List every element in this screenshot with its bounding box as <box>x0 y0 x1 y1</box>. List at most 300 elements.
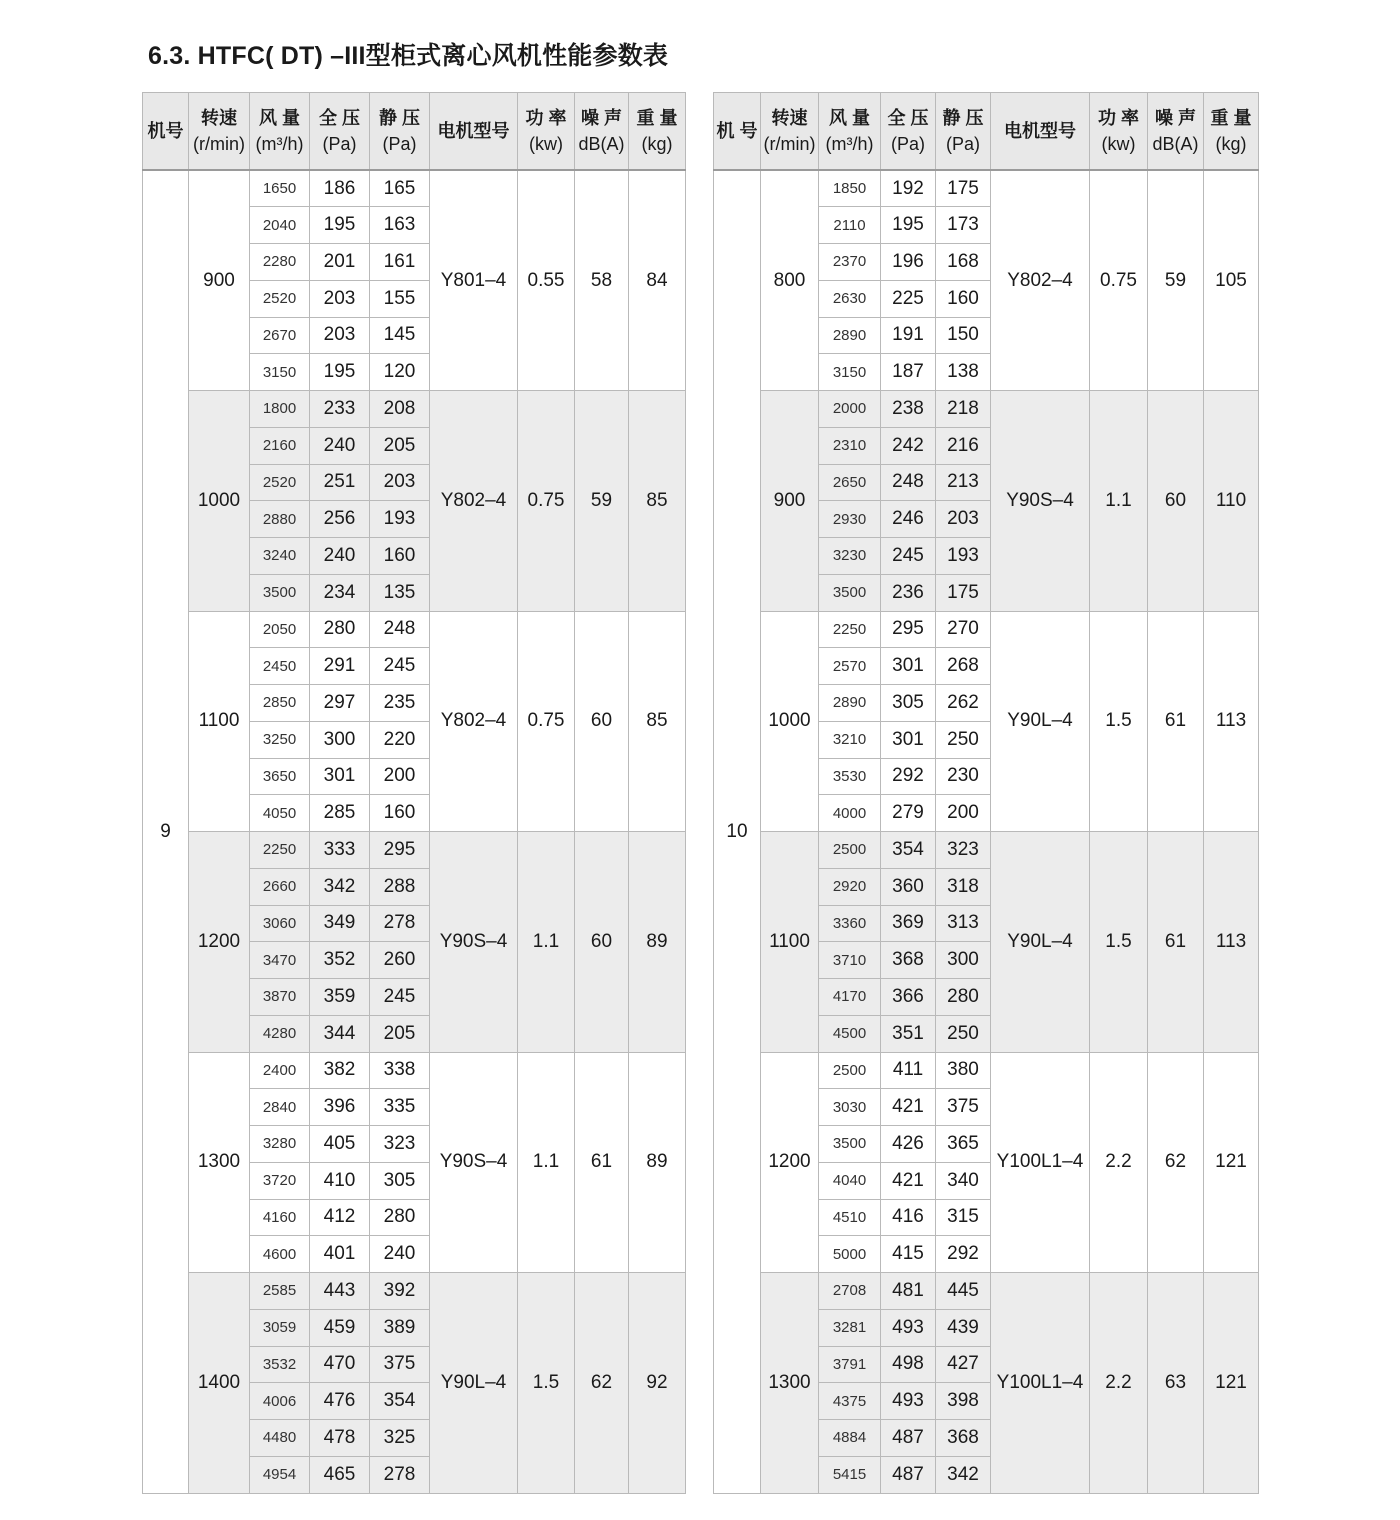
speed-cell: 1100 <box>761 832 819 1053</box>
flow-cell: 3791 <box>819 1346 881 1383</box>
static-pressure-cell: 262 <box>936 685 991 722</box>
noise-cell: 59 <box>575 391 629 612</box>
weight-cell: 121 <box>1204 1052 1259 1273</box>
flow-cell: 4480 <box>250 1420 310 1457</box>
static-pressure-cell: 205 <box>370 1015 430 1052</box>
static-pressure-cell: 235 <box>370 685 430 722</box>
static-pressure-cell: 300 <box>936 942 991 979</box>
static-pressure-cell: 173 <box>936 207 991 244</box>
static-pressure-cell: 205 <box>370 427 430 464</box>
total-pressure-cell: 470 <box>310 1346 370 1383</box>
flow-cell: 2930 <box>819 501 881 538</box>
header-speed: 转速 (r/min) <box>761 93 819 171</box>
static-pressure-cell: 288 <box>370 868 430 905</box>
total-pressure-cell: 368 <box>881 942 936 979</box>
total-pressure-cell: 195 <box>881 207 936 244</box>
total-pressure-cell: 233 <box>310 391 370 428</box>
speed-cell: 1000 <box>189 391 250 612</box>
total-pressure-cell: 481 <box>881 1273 936 1310</box>
static-pressure-cell: 335 <box>370 1089 430 1126</box>
header-total-pressure: 全 压 (Pa) <box>881 93 936 171</box>
static-pressure-cell: 365 <box>936 1126 991 1163</box>
flow-cell: 2880 <box>250 501 310 538</box>
static-pressure-cell: 318 <box>936 868 991 905</box>
machine-number-cell: 10 <box>714 170 761 1493</box>
speed-cell: 1300 <box>761 1273 819 1494</box>
flow-cell: 4050 <box>250 795 310 832</box>
total-pressure-cell: 421 <box>881 1162 936 1199</box>
static-pressure-cell: 245 <box>370 979 430 1016</box>
page-title: 6.3. HTFC( DT) –III型柜式离心风机性能参数表 <box>148 42 669 70</box>
flow-cell: 2520 <box>250 280 310 317</box>
static-pressure-cell: 163 <box>370 207 430 244</box>
flow-cell: 3500 <box>250 574 310 611</box>
total-pressure-cell: 354 <box>881 832 936 869</box>
flow-cell: 4954 <box>250 1456 310 1493</box>
static-pressure-cell: 203 <box>370 464 430 501</box>
flow-cell: 2370 <box>819 244 881 281</box>
total-pressure-cell: 236 <box>881 574 936 611</box>
table-row <box>143 832 686 869</box>
static-pressure-cell: 280 <box>370 1199 430 1236</box>
table-row <box>143 1273 686 1310</box>
table-row <box>143 391 686 428</box>
table-row <box>714 832 1259 869</box>
noise-cell: 59 <box>1148 170 1204 391</box>
weight-cell: 89 <box>629 832 686 1053</box>
static-pressure-cell: 138 <box>936 354 991 391</box>
power-cell: 0.75 <box>518 611 575 832</box>
total-pressure-cell: 292 <box>881 758 936 795</box>
header-weight: 重 量 (kg) <box>1204 93 1259 171</box>
static-pressure-cell: 160 <box>370 538 430 575</box>
static-pressure-cell: 280 <box>936 979 991 1016</box>
power-cell: 1.5 <box>1090 832 1148 1053</box>
total-pressure-cell: 487 <box>881 1420 936 1457</box>
total-pressure-cell: 366 <box>881 979 936 1016</box>
table-row <box>714 1052 1259 1089</box>
weight-cell: 84 <box>629 170 686 391</box>
total-pressure-cell: 192 <box>881 170 936 207</box>
flow-cell: 3210 <box>819 721 881 758</box>
total-pressure-cell: 187 <box>881 354 936 391</box>
total-pressure-cell: 240 <box>310 427 370 464</box>
motor-model-cell: Y90S–4 <box>430 832 518 1053</box>
weight-cell: 121 <box>1204 1273 1259 1494</box>
flow-cell: 2400 <box>250 1052 310 1089</box>
flow-cell: 3030 <box>819 1089 881 1126</box>
motor-model-cell: Y100L1–4 <box>991 1273 1090 1494</box>
static-pressure-cell: 145 <box>370 317 430 354</box>
table-header-row <box>714 93 1259 171</box>
flow-cell: 2250 <box>819 611 881 648</box>
flow-cell: 3870 <box>250 979 310 1016</box>
performance-table-machine-9 <box>142 92 686 1494</box>
total-pressure-cell: 352 <box>310 942 370 979</box>
weight-cell: 113 <box>1204 611 1259 832</box>
static-pressure-cell: 203 <box>936 501 991 538</box>
total-pressure-cell: 297 <box>310 685 370 722</box>
total-pressure-cell: 349 <box>310 905 370 942</box>
noise-cell: 63 <box>1148 1273 1204 1494</box>
flow-cell: 2520 <box>250 464 310 501</box>
total-pressure-cell: 195 <box>310 207 370 244</box>
total-pressure-cell: 369 <box>881 905 936 942</box>
static-pressure-cell: 200 <box>370 758 430 795</box>
static-pressure-cell: 135 <box>370 574 430 611</box>
flow-cell: 3250 <box>250 721 310 758</box>
total-pressure-cell: 351 <box>881 1015 936 1052</box>
flow-cell: 4375 <box>819 1383 881 1420</box>
flow-cell: 3530 <box>819 758 881 795</box>
flow-cell: 2570 <box>819 648 881 685</box>
weight-cell: 105 <box>1204 170 1259 391</box>
total-pressure-cell: 443 <box>310 1273 370 1310</box>
total-pressure-cell: 203 <box>310 317 370 354</box>
total-pressure-cell: 248 <box>881 464 936 501</box>
static-pressure-cell: 250 <box>936 721 991 758</box>
flow-cell: 2920 <box>819 868 881 905</box>
table-row <box>714 1273 1259 1310</box>
flow-cell: 4500 <box>819 1015 881 1052</box>
flow-cell: 2630 <box>819 280 881 317</box>
performance-table-machine-10 <box>713 92 1259 1494</box>
static-pressure-cell: 323 <box>370 1126 430 1163</box>
flow-cell: 2500 <box>819 832 881 869</box>
total-pressure-cell: 285 <box>310 795 370 832</box>
header-speed: 转速 (r/min) <box>189 93 250 171</box>
static-pressure-cell: 340 <box>936 1162 991 1199</box>
total-pressure-cell: 359 <box>310 979 370 1016</box>
static-pressure-cell: 160 <box>936 280 991 317</box>
static-pressure-cell: 342 <box>936 1456 991 1493</box>
flow-cell: 3060 <box>250 905 310 942</box>
noise-cell: 60 <box>575 611 629 832</box>
header-noise: 噪 声 dB(A) <box>575 93 629 171</box>
table-body <box>143 170 686 1493</box>
header-total-pressure: 全 压 (Pa) <box>310 93 370 171</box>
flow-cell: 4280 <box>250 1015 310 1052</box>
flow-cell: 2160 <box>250 427 310 464</box>
header-static-pressure: 静 压 (Pa) <box>936 93 991 171</box>
flow-cell: 4000 <box>819 795 881 832</box>
flow-cell: 2500 <box>819 1052 881 1089</box>
total-pressure-cell: 245 <box>881 538 936 575</box>
motor-model-cell: Y802–4 <box>430 611 518 832</box>
static-pressure-cell: 245 <box>370 648 430 685</box>
total-pressure-cell: 234 <box>310 574 370 611</box>
flow-cell: 2280 <box>250 244 310 281</box>
total-pressure-cell: 333 <box>310 832 370 869</box>
static-pressure-cell: 193 <box>370 501 430 538</box>
motor-model-cell: Y802–4 <box>430 391 518 612</box>
static-pressure-cell: 295 <box>370 832 430 869</box>
total-pressure-cell: 493 <box>881 1383 936 1420</box>
motor-model-cell: Y90S–4 <box>430 1052 518 1273</box>
total-pressure-cell: 487 <box>881 1456 936 1493</box>
speed-cell: 1200 <box>189 832 250 1053</box>
flow-cell: 2850 <box>250 685 310 722</box>
flow-cell: 5415 <box>819 1456 881 1493</box>
static-pressure-cell: 230 <box>936 758 991 795</box>
noise-cell: 58 <box>575 170 629 391</box>
flow-cell: 1650 <box>250 170 310 207</box>
flow-cell: 2040 <box>250 207 310 244</box>
flow-cell: 2050 <box>250 611 310 648</box>
power-cell: 1.5 <box>1090 611 1148 832</box>
speed-cell: 1100 <box>189 611 250 832</box>
flow-cell: 2708 <box>819 1273 881 1310</box>
total-pressure-cell: 360 <box>881 868 936 905</box>
flow-cell: 2110 <box>819 207 881 244</box>
static-pressure-cell: 270 <box>936 611 991 648</box>
flow-cell: 3720 <box>250 1162 310 1199</box>
static-pressure-cell: 315 <box>936 1199 991 1236</box>
static-pressure-cell: 193 <box>936 538 991 575</box>
total-pressure-cell: 300 <box>310 721 370 758</box>
total-pressure-cell: 195 <box>310 354 370 391</box>
flow-cell: 2670 <box>250 317 310 354</box>
noise-cell: 61 <box>1148 832 1204 1053</box>
weight-cell: 85 <box>629 391 686 612</box>
total-pressure-cell: 291 <box>310 648 370 685</box>
static-pressure-cell: 268 <box>936 648 991 685</box>
total-pressure-cell: 225 <box>881 280 936 317</box>
total-pressure-cell: 279 <box>881 795 936 832</box>
header-flow: 风 量 (m³/h) <box>250 93 310 171</box>
speed-cell: 1000 <box>761 611 819 832</box>
static-pressure-cell: 445 <box>936 1273 991 1310</box>
static-pressure-cell: 250 <box>936 1015 991 1052</box>
static-pressure-cell: 278 <box>370 905 430 942</box>
power-cell: 0.55 <box>518 170 575 391</box>
header-power: 功 率 (kw) <box>1090 93 1148 171</box>
total-pressure-cell: 415 <box>881 1236 936 1273</box>
static-pressure-cell: 392 <box>370 1273 430 1310</box>
flow-cell: 4160 <box>250 1199 310 1236</box>
noise-cell: 60 <box>575 832 629 1053</box>
motor-model-cell: Y100L1–4 <box>991 1052 1090 1273</box>
flow-cell: 4170 <box>819 979 881 1016</box>
header-flow: 风 量 (m³/h) <box>819 93 881 171</box>
total-pressure-cell: 301 <box>310 758 370 795</box>
flow-cell: 3470 <box>250 942 310 979</box>
static-pressure-cell: 208 <box>370 391 430 428</box>
total-pressure-cell: 396 <box>310 1089 370 1126</box>
flow-cell: 3532 <box>250 1346 310 1383</box>
static-pressure-cell: 305 <box>370 1162 430 1199</box>
flow-cell: 5000 <box>819 1236 881 1273</box>
flow-cell: 4600 <box>250 1236 310 1273</box>
power-cell: 2.2 <box>1090 1273 1148 1494</box>
static-pressure-cell: 160 <box>370 795 430 832</box>
power-cell: 0.75 <box>1090 170 1148 391</box>
power-cell: 1.5 <box>518 1273 575 1494</box>
weight-cell: 89 <box>629 1052 686 1273</box>
header-motor: 电机型号 <box>991 93 1090 171</box>
flow-cell: 4884 <box>819 1420 881 1457</box>
static-pressure-cell: 354 <box>370 1383 430 1420</box>
total-pressure-cell: 459 <box>310 1309 370 1346</box>
motor-model-cell: Y801–4 <box>430 170 518 391</box>
total-pressure-cell: 421 <box>881 1089 936 1126</box>
total-pressure-cell: 478 <box>310 1420 370 1457</box>
flow-cell: 2250 <box>250 832 310 869</box>
table-row <box>143 170 686 207</box>
static-pressure-cell: 427 <box>936 1346 991 1383</box>
flow-cell: 3500 <box>819 1126 881 1163</box>
total-pressure-cell: 301 <box>881 721 936 758</box>
total-pressure-cell: 401 <box>310 1236 370 1273</box>
total-pressure-cell: 342 <box>310 868 370 905</box>
header-noise: 噪 声 dB(A) <box>1148 93 1204 171</box>
motor-model-cell: Y90L–4 <box>991 611 1090 832</box>
power-cell: 1.1 <box>1090 391 1148 612</box>
table-header-row <box>143 93 686 171</box>
static-pressure-cell: 175 <box>936 170 991 207</box>
total-pressure-cell: 344 <box>310 1015 370 1052</box>
flow-cell: 2890 <box>819 685 881 722</box>
header-power: 功 率 (kw) <box>518 93 575 171</box>
total-pressure-cell: 242 <box>881 427 936 464</box>
flow-cell: 3710 <box>819 942 881 979</box>
table-body <box>714 170 1259 1493</box>
static-pressure-cell: 439 <box>936 1309 991 1346</box>
flow-cell: 2890 <box>819 317 881 354</box>
flow-cell: 3500 <box>819 574 881 611</box>
flow-cell: 1800 <box>250 391 310 428</box>
motor-model-cell: Y90L–4 <box>430 1273 518 1494</box>
static-pressure-cell: 278 <box>370 1456 430 1493</box>
flow-cell: 4510 <box>819 1199 881 1236</box>
flow-cell: 3059 <box>250 1309 310 1346</box>
total-pressure-cell: 382 <box>310 1052 370 1089</box>
noise-cell: 62 <box>1148 1052 1204 1273</box>
static-pressure-cell: 218 <box>936 391 991 428</box>
speed-cell: 1300 <box>189 1052 250 1273</box>
table-row <box>714 391 1259 428</box>
speed-cell: 1200 <box>761 1052 819 1273</box>
total-pressure-cell: 416 <box>881 1199 936 1236</box>
flow-cell: 2650 <box>819 464 881 501</box>
total-pressure-cell: 465 <box>310 1456 370 1493</box>
header-machine: 机 号 <box>714 93 761 171</box>
static-pressure-cell: 220 <box>370 721 430 758</box>
speed-cell: 900 <box>761 391 819 612</box>
weight-cell: 113 <box>1204 832 1259 1053</box>
total-pressure-cell: 201 <box>310 244 370 281</box>
static-pressure-cell: 155 <box>370 280 430 317</box>
power-cell: 1.1 <box>518 832 575 1053</box>
total-pressure-cell: 412 <box>310 1199 370 1236</box>
static-pressure-cell: 338 <box>370 1052 430 1089</box>
static-pressure-cell: 313 <box>936 905 991 942</box>
flow-cell: 3280 <box>250 1126 310 1163</box>
total-pressure-cell: 295 <box>881 611 936 648</box>
static-pressure-cell: 213 <box>936 464 991 501</box>
total-pressure-cell: 426 <box>881 1126 936 1163</box>
power-cell: 1.1 <box>518 1052 575 1273</box>
flow-cell: 2450 <box>250 648 310 685</box>
noise-cell: 60 <box>1148 391 1204 612</box>
header-static-pressure: 静 压 (Pa) <box>370 93 430 171</box>
speed-cell: 900 <box>189 170 250 391</box>
weight-cell: 85 <box>629 611 686 832</box>
static-pressure-cell: 380 <box>936 1052 991 1089</box>
header-machine: 机号 <box>143 93 189 171</box>
static-pressure-cell: 161 <box>370 244 430 281</box>
static-pressure-cell: 260 <box>370 942 430 979</box>
flow-cell: 3281 <box>819 1309 881 1346</box>
static-pressure-cell: 120 <box>370 354 430 391</box>
flow-cell: 4040 <box>819 1162 881 1199</box>
total-pressure-cell: 196 <box>881 244 936 281</box>
speed-cell: 1400 <box>189 1273 250 1494</box>
static-pressure-cell: 168 <box>936 244 991 281</box>
static-pressure-cell: 175 <box>936 574 991 611</box>
flow-cell: 3240 <box>250 538 310 575</box>
total-pressure-cell: 301 <box>881 648 936 685</box>
total-pressure-cell: 280 <box>310 611 370 648</box>
total-pressure-cell: 251 <box>310 464 370 501</box>
table-row <box>714 611 1259 648</box>
flow-cell: 2840 <box>250 1089 310 1126</box>
weight-cell: 110 <box>1204 391 1259 612</box>
motor-model-cell: Y90S–4 <box>991 391 1090 612</box>
table-row <box>143 611 686 648</box>
flow-cell: 1850 <box>819 170 881 207</box>
static-pressure-cell: 248 <box>370 611 430 648</box>
flow-cell: 3650 <box>250 758 310 795</box>
static-pressure-cell: 165 <box>370 170 430 207</box>
static-pressure-cell: 216 <box>936 427 991 464</box>
total-pressure-cell: 405 <box>310 1126 370 1163</box>
static-pressure-cell: 398 <box>936 1383 991 1420</box>
motor-model-cell: Y802–4 <box>991 170 1090 391</box>
flow-cell: 2585 <box>250 1273 310 1310</box>
flow-cell: 3150 <box>250 354 310 391</box>
flow-cell: 4006 <box>250 1383 310 1420</box>
total-pressure-cell: 411 <box>881 1052 936 1089</box>
header-weight: 重 量 (kg) <box>629 93 686 171</box>
static-pressure-cell: 368 <box>936 1420 991 1457</box>
table-row <box>714 170 1259 207</box>
static-pressure-cell: 325 <box>370 1420 430 1457</box>
static-pressure-cell: 389 <box>370 1309 430 1346</box>
flow-cell: 3360 <box>819 905 881 942</box>
noise-cell: 61 <box>1148 611 1204 832</box>
total-pressure-cell: 246 <box>881 501 936 538</box>
flow-cell: 3230 <box>819 538 881 575</box>
total-pressure-cell: 498 <box>881 1346 936 1383</box>
static-pressure-cell: 292 <box>936 1236 991 1273</box>
table-row <box>143 1052 686 1089</box>
speed-cell: 800 <box>761 170 819 391</box>
noise-cell: 62 <box>575 1273 629 1494</box>
total-pressure-cell: 476 <box>310 1383 370 1420</box>
power-cell: 0.75 <box>518 391 575 612</box>
static-pressure-cell: 150 <box>936 317 991 354</box>
flow-cell: 2310 <box>819 427 881 464</box>
flow-cell: 3150 <box>819 354 881 391</box>
power-cell: 2.2 <box>1090 1052 1148 1273</box>
total-pressure-cell: 305 <box>881 685 936 722</box>
total-pressure-cell: 240 <box>310 538 370 575</box>
static-pressure-cell: 323 <box>936 832 991 869</box>
flow-cell: 2660 <box>250 868 310 905</box>
weight-cell: 92 <box>629 1273 686 1494</box>
total-pressure-cell: 186 <box>310 170 370 207</box>
